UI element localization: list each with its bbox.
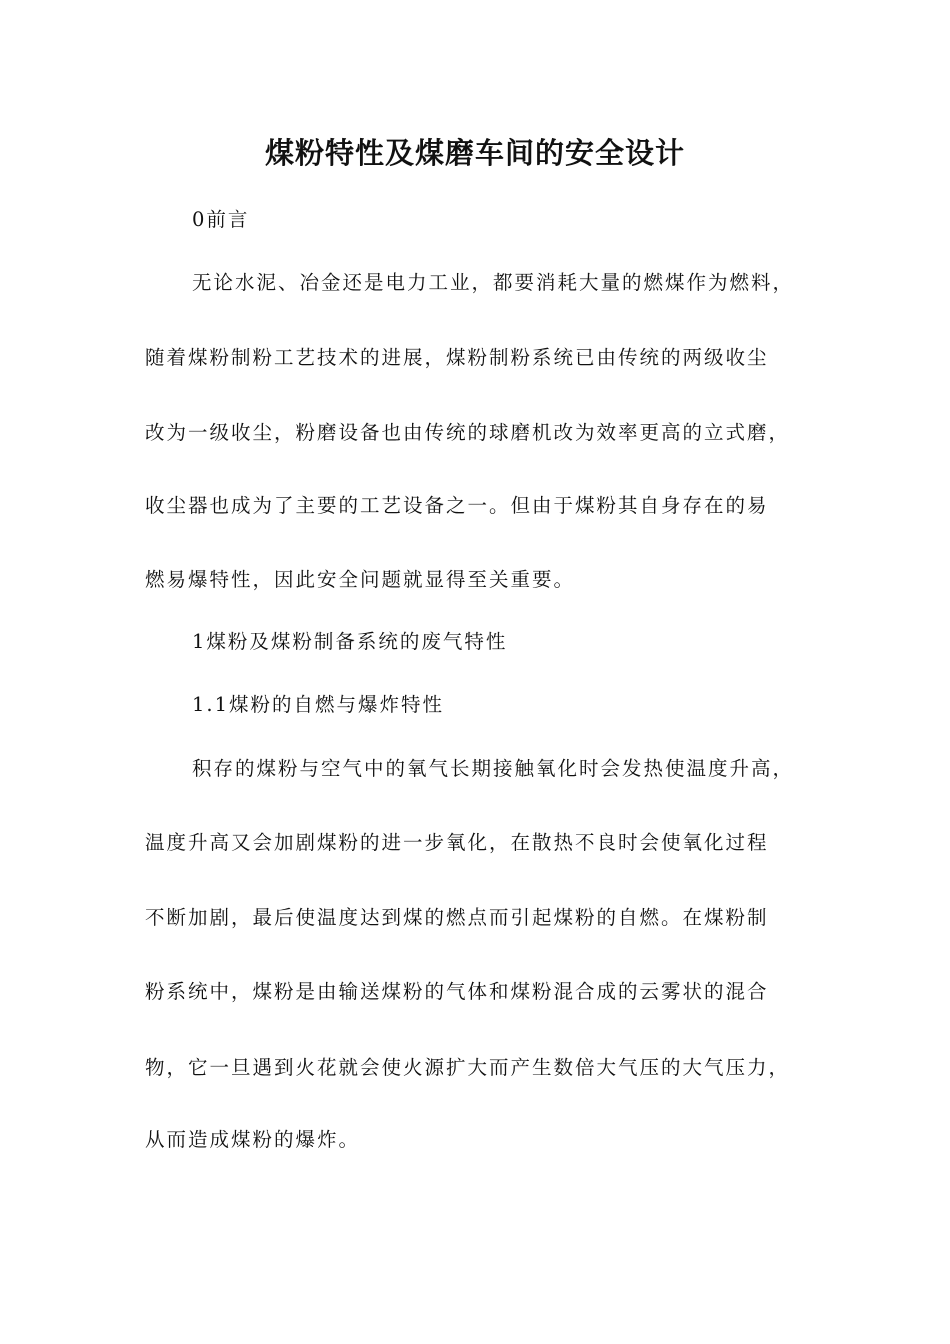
paragraph-line: 粉系统中，煤粉是由输送煤粉的气体和煤粉混合成的云雾状的混合 [145,980,769,1003]
paragraph-line: 燃易爆特性，因此安全问题就显得至关重要。 [145,568,576,591]
paragraph-line: 不断加剧，最后使温度达到煤的燃点而引起煤粉的自燃。在煤粉制 [145,906,769,929]
subsection-heading: 1.1煤粉的自燃与爆炸特性 [192,693,445,716]
document-title: 煤粉特性及煤磨车间的安全设计 [264,136,685,170]
paragraph-line: 物，它一旦遇到火花就会使火源扩大而产生数倍大气压的大气压力， [145,1056,791,1079]
paragraph-line: 从而造成煤粉的爆炸。 [145,1128,361,1151]
preface-heading: 0前言 [192,208,250,231]
paragraph-line: 收尘器也成为了主要的工艺设备之一。但由于煤粉其自身存在的易 [145,494,769,517]
paragraph-line: 无论水泥、冶金还是电力工业，都要消耗大量的燃煤作为燃料， [192,271,795,294]
paragraph-line: 积存的煤粉与空气中的氧气长期接触氧化时会发热使温度升高， [192,757,795,780]
section-heading: 1煤粉及煤粉制备系统的废气特性 [192,630,508,653]
paragraph-line: 温度升高又会加剧煤粉的进一步氧化，在散热不良时会使氧化过程 [145,831,769,854]
paragraph-line: 改为一级收尘，粉磨设备也由传统的球磨机改为效率更高的立式磨， [145,421,791,444]
paragraph-line: 随着煤粉制粉工艺技术的进展，煤粉制粉系统已由传统的两级收尘 [145,346,769,369]
